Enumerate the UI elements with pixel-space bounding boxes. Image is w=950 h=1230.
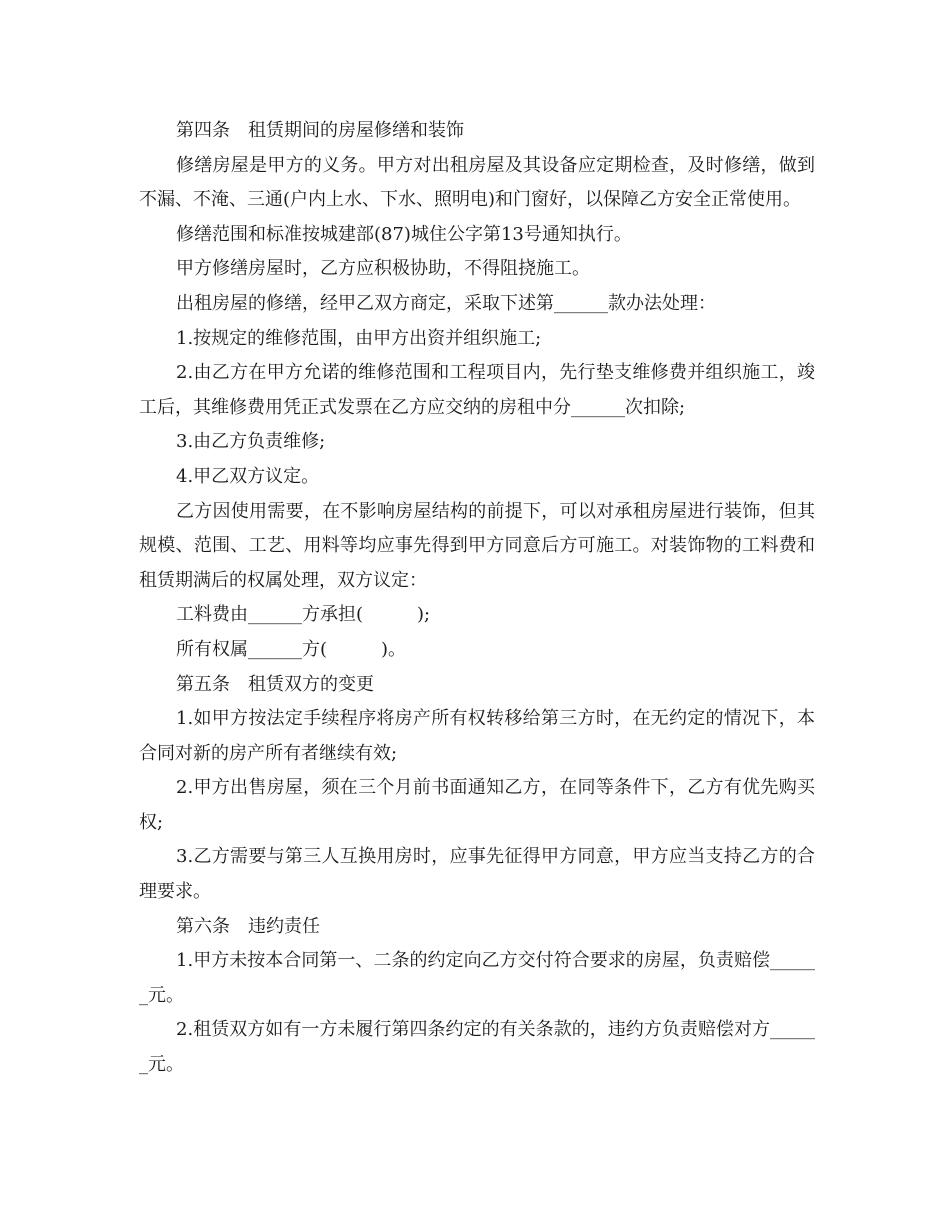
contract-body [139,114,815,1083]
paragraph: 乙方因使用需要，在不影响房屋结构的前提下，可以对承租房屋进行装饰，但其规模、范围、工艺、用料等均应事先得到甲方同意后方可施工。对装饰物的工料费和租赁期满后的权属处理，双方议定： [139,500,815,591]
list-item: 1.甲方未按本合同第一、二条的约定向乙方交付符合要求的房屋，负责赔偿______元。 [139,950,815,1006]
paragraph: 修缮范围和标准按城建部(87)城住公字第13号通知执行。 [176,223,632,245]
list-item: 2.由乙方在甲方允诺的维修范围和工程项目内，先行垫支维修费并组织施工，竣工后，其维修费用凭正式发票在乙方应交纳的房租中分______次扣除; [139,362,815,418]
article-5-heading: 第五条 租赁双方的变更 [176,673,374,695]
paragraph: 所有权属______方( )。 [176,638,407,660]
list-item: 1.如甲方按法定手续程序将房产所有权转移给第三方时，在无约定的情况下，本合同对新的房产所有者继续有效; [139,708,815,764]
list-item: 3.由乙方负责维修; [176,431,326,453]
paragraph: 甲方修缮房屋时，乙方应积极协助，不得阻挠施工。 [176,258,590,280]
list-item: 3.乙方需要与第三人互换用房时，应事先征得甲方同意，甲方应当支持乙方的合理要求。 [139,846,815,903]
article-6-heading: 第六条 违约责任 [176,915,320,937]
paragraph: 工料费由______方承担( ); [176,604,431,626]
article-4-heading: 第四条 租赁期间的房屋修缮和装饰 [176,120,464,141]
paragraph: 修缮房屋是甲方的义务。甲方对出租房屋及其设备应定期检查，及时修缮，做到不漏、不淹、三通(户内上水、下水、照明电)和门窗好，以保障乙方安全正常使用。 [139,154,815,211]
list-item: 4.甲乙双方议定。 [176,465,320,487]
list-item: 2.甲方出售房屋，须在三个月前书面通知乙方，在同等条件下，乙方有优先购买权; [139,777,815,833]
list-item: 1.按规定的维修范围，由甲方出资并组织施工; [176,327,542,349]
paragraph: 出租房屋的修缮，经甲乙双方商定，采取下述第______款办法处理： [176,292,716,314]
list-item: 2.租赁双方如有一方未履行第四条约定的有关条款的，违约方负责赔偿对方______元。 [139,1019,815,1076]
